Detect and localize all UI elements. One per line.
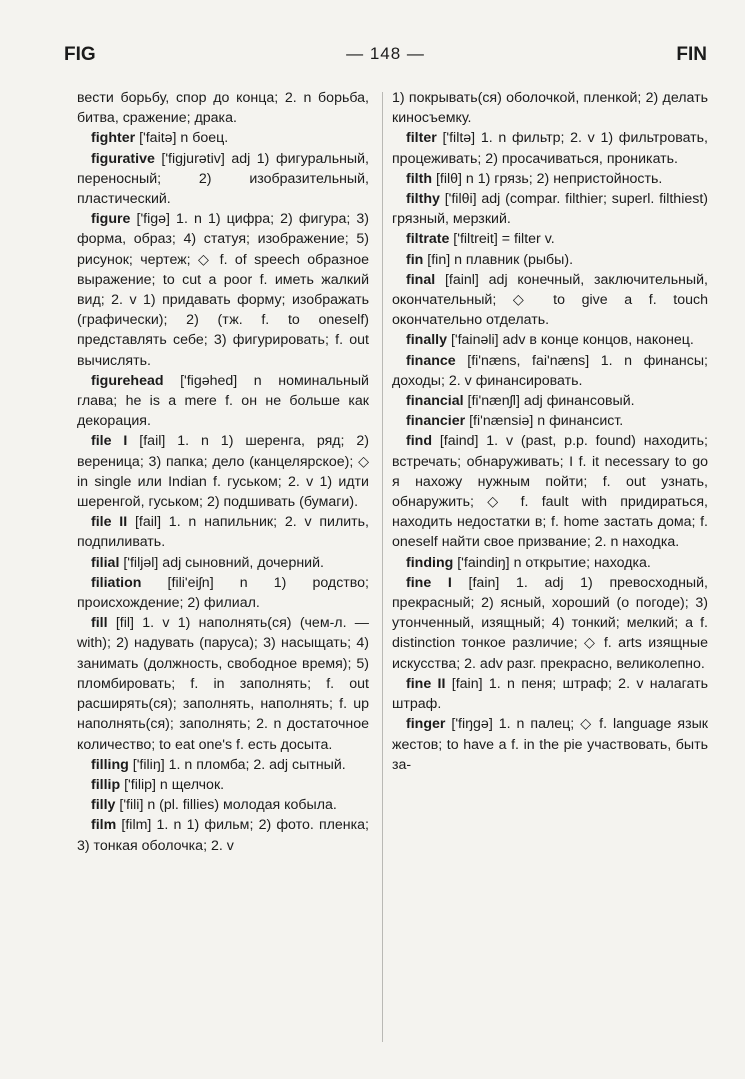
entry-definition: [fi'nænʃl] adj финансовый. [463,393,635,410]
dictionary-entry [77,88,369,128]
entry-headword: financier [406,413,466,430]
dictionary-entry [77,431,369,512]
dictionary-entry [392,411,708,431]
dictionary-entry [392,674,708,714]
entry-headword: filiation [91,574,142,591]
entry-headword: finally [406,332,447,349]
dictionary-entry [77,128,369,148]
entry-definition: ['filjəl] adj сыновний, дочерний. [119,554,324,571]
entry-headword: fine II [406,675,446,692]
entry-headword: figurehead [91,372,164,389]
entry-headword: final [406,271,436,288]
entry-definition: ['figjurətiv] adj 1) фигуральный, переносный; 2) изобразительный, пластический. [77,150,369,208]
entry-headword: filtrate [406,231,450,248]
dictionary-entry [77,149,369,210]
right-column [392,88,708,775]
dictionary-entry [77,573,369,613]
entry-definition: ['filiŋ] 1. n пломба; 2. adj сытный. [128,756,346,773]
entry-definition: ['filtə] 1. n фильтр; 2. v 1) фильтровать, процеживать; 2) просачиваться, проникать. [392,130,708,167]
dictionary-entry [77,209,369,371]
column-divider [382,92,383,1042]
dictionary-entry [77,795,369,815]
entry-definition: ['faitə] n боец. [135,130,229,147]
entry-definition: [fi'næns, fai'næns] 1. n финансы; доходы; 2. v финансировать. [392,352,708,389]
dictionary-entry [392,553,708,573]
entry-headword: financial [406,393,464,410]
dictionary-entry [392,250,708,270]
entry-definition: [fainl] adj конечный, заключительный, окончательный; ◇ to give a f. touch окончательно отделать. [392,271,708,329]
entry-definition: ['fili] n (pl. fillies) молодая кобыла. [115,797,337,814]
entry-headword: fine I [406,574,452,591]
dictionary-entry [392,270,708,331]
entry-definition: [fail] 1. n 1) шеренга, ряд; 2) вереница; 3) папка; дело (канцелярское); ◇ in single или Indian f. гуськом; 2. v 1) идти шеренгой, гуськом; 2) подшивать (бумаги). [77,433,370,511]
entry-definition: ['fiŋgə] 1. n палец; ◇ f. language язык жестов; to have a f. in the pie участвовать, быть за- [392,716,708,773]
entry-definition: [fain] 1. n пеня; штраф; 2. v налагать штраф. [392,675,708,713]
entry-definition: ['filθi] adj (compar. filthier; superl. filthiest) грязный, мерзкий. [392,191,708,228]
entry-definition: [film] 1. n 1) фильм; 2) фото. пленка; 3) тонкая оболочка; 2. v [77,817,369,854]
right-guide-word: FIN [676,44,707,65]
entry-headword: filling [91,756,129,773]
entry-definition: 1) покрывать(ся) оболочкой, пленкой; 2) делать киносъемку. [392,90,708,127]
entry-headword: finger [406,716,446,733]
entry-headword: filly [91,797,116,814]
entry-definition: ['figəhed] n номинальный глава; he is a mere f. он не больше как декорация. [77,372,369,430]
dictionary-entry [392,330,708,350]
entry-headword: figurative [91,150,155,167]
entry-definition: [faind] 1. v (past, p.p. found) находить; встречать; обнаруживать; I f. it necessary to go я нахожу нужным пойти; f. out узнать, обнаружить; ◇ f. fault with придираться, находить недостатки в; f. home застать дома; f. oneself найти свое призвание; 2. n находка. [392,433,708,551]
entry-headword: finance [406,352,456,369]
entry-headword: filter [406,130,437,147]
left-column [77,88,369,856]
dictionary-entry [392,573,708,674]
dictionary-entry [392,189,708,229]
dictionary-entry [77,775,369,795]
dictionary-entry [392,391,708,411]
entry-definition: [fi'nænsiə] n финансист. [465,413,624,430]
entry-headword: fighter [91,130,136,147]
entry-definition: [fail] 1. n напильник; 2. v пилить, подпиливать. [77,514,369,551]
page-number: — 148 — [346,44,425,63]
dictionary-entry [77,755,369,775]
entry-headword: fin [406,251,424,268]
dictionary-entry [392,351,708,391]
entry-headword: fillip [91,776,121,793]
entry-definition: [filθ] n 1) грязь; 2) непристойность. [432,170,663,187]
entry-definition: ['filip] n щелчок. [120,776,225,793]
dictionary-entry [392,431,708,552]
entry-definition: ['filtreit] = filter v. [449,231,555,248]
dictionary-entry [392,169,708,189]
page-header [64,36,707,66]
entry-headword: find [406,433,432,450]
entry-headword: film [91,817,117,834]
dictionary-entry [392,229,708,249]
entry-definition: [fil] 1. v 1) наполнять(ся) (чем-л. — with); 2) надувать (паруса); 3) насыщать; 4) занимать (должность, свободное время); 5) пломбировать; f. in заполнять; f. out расширять(ся); заполнять, наполнять; f. up наполнять(ся); заполнять; 2. n достаточное количество; to eat one's f. есть досыта. [77,615,369,753]
entry-definition: ['figə] 1. n 1) цифра; 2) фигура; 3) форма, образ; 4) статуя; изображение; 5) рисунок; чертеж; ◇ f. of speech образное выражение; to cut a poor f. иметь жалкий вид; 2. v 1) придавать форму; изображать (графически); 2) (тж. f. to oneself) представлять себе; 3) фигурировать; f. out вычислять. [77,211,369,369]
entry-headword: fill [91,615,108,632]
entry-headword: file I [91,433,128,450]
entry-headword: filth [406,170,432,187]
entry-definition: [fin] n плавник (рыбы). [423,251,574,268]
dictionary-entry [392,128,708,168]
dictionary-entry [77,371,369,432]
entry-definition: [fain] 1. adj 1) превосходный, прекрасный; 2) ясный, хороший (о погоде); 3) утонченный, изящный; 4) тонкий; мелкий; a f. distinction тонкое различие; ◇ f. arts изящные искусства; 2. adv разг. прекрасно, великолепно. [392,574,708,672]
entry-headword: file II [91,514,128,531]
dictionary-entry [392,714,708,775]
dictionary-entry [77,512,369,552]
entry-headword: finding [406,554,454,571]
entry-definition: [fili'eiʃn] n 1) родство; происхождение; 2) филиал. [77,574,369,612]
dictionary-entry [392,88,708,128]
dictionary-entry [77,815,369,855]
entry-headword: filthy [406,191,440,208]
dictionary-entry [77,613,369,754]
left-guide-word: FIG [64,44,96,65]
dictionary-entry [77,553,369,573]
entry-definition: ['fainəli] adv в конце концов, наконец. [447,332,694,349]
entry-headword: figure [91,211,131,228]
entry-definition: вести борьбу, спор до конца; 2. n борьба, битва, сражение; драка. [77,90,369,127]
entry-definition: ['faindiŋ] n открытие; находка. [453,554,651,571]
entry-headword: filial [91,554,120,571]
